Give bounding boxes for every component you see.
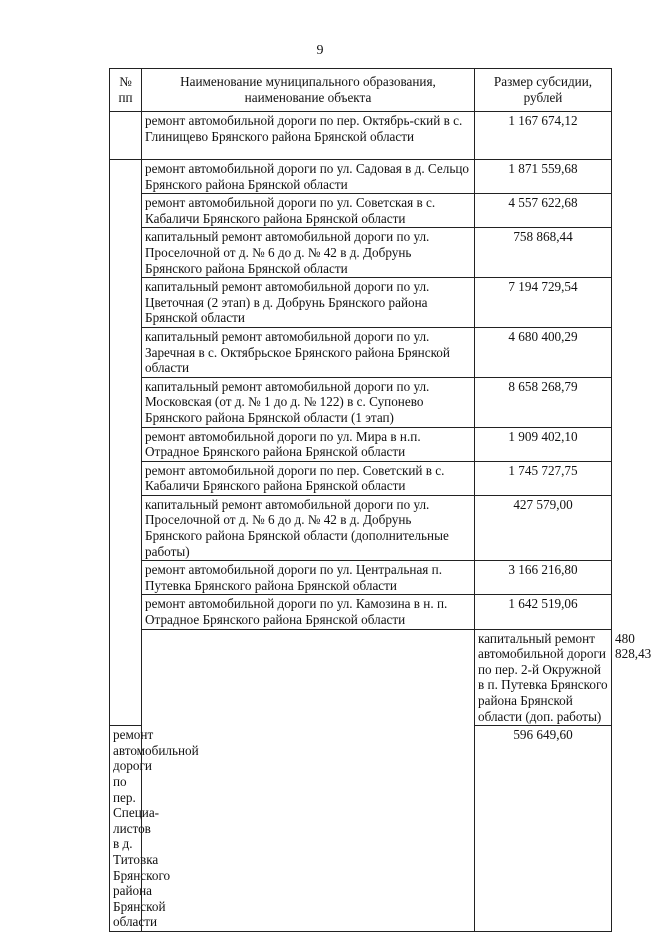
table-row <box>110 160 612 194</box>
row-amount: 1 745 727,75 <box>475 461 612 495</box>
row-amount: 427 579,00 <box>475 495 612 560</box>
header-name: Наименование муниципального образования, наименование объекта <box>142 69 475 112</box>
table-row <box>110 595 612 629</box>
row-name: ремонт автомобильной дороги по ул. Садовая в д. Сельцо Брянского района Брянской области <box>142 160 475 194</box>
row-amount: 1 642 519,06 <box>475 595 612 629</box>
subsidy-table <box>109 68 651 932</box>
row-name: ремонт автомобильной дороги по пер. Советский в с. Кабаличи Брянского района Брянской области <box>142 461 475 495</box>
table-row <box>110 495 612 560</box>
row-name: ремонт автомобильной дороги по ул. Советская в с. Кабаличи Брянского района Брянской области <box>142 194 475 228</box>
row-amount: 596 649,60 <box>475 726 612 932</box>
row-name: ремонт автомобильной дороги по ул. Центральная п. Путевка Брянского района Брянской области <box>142 561 475 595</box>
row-amount: 8 658 268,79 <box>475 377 612 427</box>
row-name: ремонт автомобильной дороги по пер. Октябрь-ский в с. Глинищево Брянского района Брянской области <box>142 112 475 160</box>
table-row <box>110 278 612 328</box>
table-row <box>110 228 612 278</box>
page-number: 9 <box>316 43 324 58</box>
row-number-cell <box>110 160 142 726</box>
row-number-cell <box>142 629 475 931</box>
row-name: ремонт автомобильной дороги по ул. Камозина в н. п. Отрадное Брянского района Брянской области <box>142 595 475 629</box>
row-name: ремонт автомобильной дороги по пер. Специа-листов в д. Титовка Брянского района Брянской области <box>110 726 142 932</box>
row-number-cell <box>110 112 142 160</box>
table-row <box>110 194 612 228</box>
row-amount: 7 194 729,54 <box>475 278 612 328</box>
table-row <box>110 112 612 160</box>
header-amount: Размер субсидии, рублей <box>475 69 612 112</box>
table-header-row <box>110 69 612 112</box>
row-amount: 4 680 400,29 <box>475 327 612 377</box>
row-name: капитальный ремонт автомобильной дороги по ул. Московская (от д. № 1 до д. № 122) в с. Супонево Брянского района Брянской области (1 этап) <box>142 377 475 427</box>
row-amount: 3 166 216,80 <box>475 561 612 595</box>
row-amount: 4 557 622,68 <box>475 194 612 228</box>
table-row <box>110 427 612 461</box>
row-amount: 1 167 674,12 <box>475 112 612 160</box>
row-amount: 758 868,44 <box>475 228 612 278</box>
row-amount: 1 871 559,68 <box>475 160 612 194</box>
row-amount: 1 909 402,10 <box>475 427 612 461</box>
table-row: капитальный ремонт автомобильной дороги по пер. 2-й Окружной в п. Путевка Брянского района Брянской области (доп. работы) 480 828,43 <box>110 629 612 726</box>
row-name: капитальный ремонт автомобильной дороги по ул. Проселочной от д. № 6 до д. № 42 в д. Добрунь Брянского района Брянской области <box>142 228 475 278</box>
header-number: № пп <box>110 69 142 112</box>
table-row <box>110 561 612 595</box>
row-name: капитальный ремонт автомобильной дороги по ул. Цветочная (2 этап) в д. Добрунь Брянского района Брянской области <box>142 278 475 328</box>
row-name: капитальный ремонт автомобильной дороги по ул. Проселочной от д. № 6 до д. № 42 в д. Добрунь Брянского района Брянской области (дополнительные работы) <box>142 495 475 560</box>
table-row <box>110 377 612 427</box>
table-row <box>110 327 612 377</box>
row-name: капитальный ремонт автомобильной дороги по ул. Заречная в с. Октябрьское Брянского района Брянской области <box>142 327 475 377</box>
row-name: капитальный ремонт автомобильной дороги по пер. 2-й Окружной в п. Путевка Брянского района Брянской области (доп. работы) <box>475 629 612 726</box>
row-name: ремонт автомобильной дороги по ул. Мира в н.п. Отрадное Брянского района Брянской области <box>142 427 475 461</box>
table-row <box>110 461 612 495</box>
